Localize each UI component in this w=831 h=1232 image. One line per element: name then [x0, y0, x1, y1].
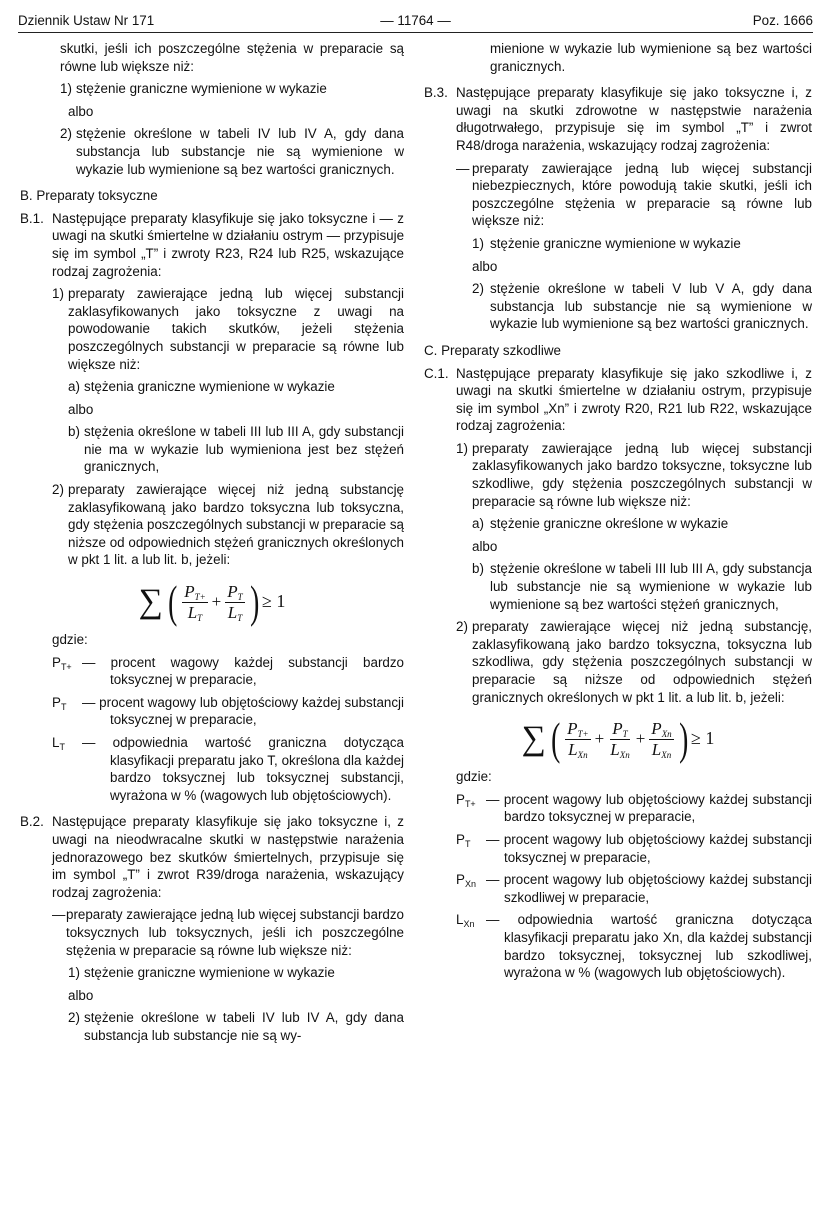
page-header — [18, 10, 813, 33]
paragraph: albo — [472, 538, 498, 554]
definition-symbol: $P_T$ — [456, 831, 471, 849]
list-item — [20, 378, 404, 396]
definition-text: — odpowiednia wartość graniczna dotycząca klasyfikacji preparatu jako Xn, dla każdej substancji bardzo toksycznej, toksycznej lub szkodliwej, wyrażona w % (wagowych lub objętościowych). — [486, 912, 812, 981]
left-paren: ( — [167, 576, 178, 628]
numerator: $P_T$ — [227, 581, 243, 602]
left-paren: ( — [550, 713, 561, 765]
item-label: 2) — [456, 619, 468, 635]
list-item — [424, 618, 812, 706]
item-label: C.1. — [424, 365, 449, 381]
definition-symbol: $P_T$ — [52, 694, 67, 712]
definition-symbol: $L_{Xn}$ — [456, 912, 475, 930]
inequality: ≥ 1 — [691, 728, 715, 749]
item-label: B.2. — [20, 814, 44, 830]
list-item — [424, 280, 812, 333]
list-item — [20, 906, 404, 959]
list-item — [424, 560, 812, 613]
list-item — [424, 84, 812, 154]
definition-symbol: $P_{T+}$ — [456, 791, 476, 809]
item-label: 2) — [52, 482, 64, 498]
numerator: $P_{T+}$ — [184, 581, 206, 602]
denominator: $L_T$ — [227, 602, 243, 623]
definition-item — [20, 734, 404, 804]
item-label: B.3. — [424, 85, 448, 101]
definition-text: — procent wagowy lub objętościowy każdej substancji bardzo toksycznej w preparacie, — [486, 791, 812, 825]
plus-sign: + — [594, 729, 605, 749]
item-label: 1) — [52, 286, 64, 302]
item-text: stężenie graniczne określone w wykazie — [490, 516, 729, 532]
item-text: stężenie określone w tabeli V lub V A, gdy dana substancja lub substancje nie są wymienione w wykazie lub wymienione są bez wartości granicznych. — [490, 281, 812, 332]
item-label: 1) — [456, 440, 468, 456]
item-label: 2) — [472, 281, 484, 297]
item-label: 1) — [68, 965, 80, 981]
fraction — [225, 582, 244, 623]
denominator: $L_T$ — [187, 602, 203, 623]
definition-symbol: $L_T$ — [52, 735, 65, 752]
fraction — [608, 719, 631, 760]
definition-item — [424, 791, 812, 826]
paragraph: gdzie: — [456, 769, 492, 785]
item-label: 1) — [472, 235, 484, 251]
item-text: Następujące preparaty klasyfikuje się jako szkodliwe i, z uwagi na skutki śmiertelne w działaniu ostrym, przypisuje się im symbol „Xn” i zwroty R20, R21 lub R22, wskazujące rodzaj zagrożenia: — [456, 365, 812, 434]
paragraph: gdzie: — [52, 632, 88, 648]
position-number: Poz. 1666 — [752, 13, 813, 28]
denominator: $L_{Xn}$ — [568, 739, 588, 760]
definition-text: — procent wagowy lub objętościowy każdej substancji szkodliwej w preparacie, — [486, 872, 812, 905]
item-text: stężenia graniczne wymienione w wykazie — [84, 379, 335, 395]
denominator: $L_{Xn}$ — [610, 739, 630, 760]
numerator: $P_T$ — [612, 718, 628, 739]
paragraph: albo — [68, 987, 94, 1003]
plus-sign: + — [211, 592, 222, 612]
definition-item — [20, 654, 404, 689]
sum-symbol: ∑ — [521, 720, 546, 758]
fraction — [649, 719, 673, 760]
page-number: — 11764 — — [380, 13, 451, 28]
definition-item — [20, 694, 404, 729]
journal-title: Dziennik Ustaw Nr 171 — [18, 13, 155, 28]
item-text: preparaty zawierające więcej niż jedną substancję, zaklasyfikowaną jako bardzo toksyczna, toksyczna lub szkodliwa, gdy stężenia poszczególnych substancji w preparacie są niższe od odpowiednich stężeń granicznych określonych w pkt 1 lit. a lub lit. b, jeżeli: — [472, 619, 812, 705]
item-label: a) — [472, 516, 484, 532]
list-item — [424, 160, 812, 230]
item-text: preparaty zawierające jedną lub więcej substancji niebezpiecznych, które powodują takie skutki, jeśli ich poszczególne stężenia w preparacie są równe lub większe niż: — [472, 160, 812, 229]
item-text: Następujące preparaty klasyfikuje się jako toksyczne i — z uwagi na skutki śmiertelne w działaniu ostrym — przypisuje się im symbol „T” i zwroty R23, R24 lub R25, wskazujące rodzaj zagrożenia: — [52, 210, 405, 279]
formula — [20, 576, 404, 628]
list-item — [20, 964, 404, 982]
item-text: Następujące preparaty klasyfikuje się jako toksyczne i, z uwagi na skutki zdrowotne w następstwie narażenia długotrwałego, przypisuje się im symbol „T” i zwrot R48/droga narażenia, wskazujący rodzaj zagrożenia: — [456, 85, 812, 153]
inequality: ≥ 1 — [262, 591, 286, 612]
paragraph: albo — [68, 103, 94, 119]
item-text: stężenie graniczne wymienione w wykazie — [490, 235, 741, 251]
formula — [424, 713, 812, 765]
list-item — [20, 285, 404, 373]
paragraph: skutki, jeśli ich poszczególne stężenia w preparacie są równe lub większe niż: — [60, 41, 404, 74]
list-item — [20, 80, 404, 98]
definition-text: — odpowiednia wartość graniczna dotycząca klasyfikacji preparatu jako T, określona dla każdej bardzo toksycznej lub toksycznej substancji, wyrażona w % (wagowych lub objętościowych). — [82, 735, 404, 803]
definition-text: — procent wagowy lub objętościowy każdej substancji toksycznej w preparacie, — [82, 694, 404, 728]
paragraph: albo — [472, 258, 498, 274]
item-label: — — [456, 160, 470, 176]
definition-text: — procent wagowy lub objętościowy każdej substancji toksycznej w preparacie, — [486, 831, 812, 865]
list-item — [20, 125, 404, 178]
item-label: — — [52, 907, 66, 923]
right-paren: ) — [249, 576, 259, 628]
item-text: stężenie określone w tabeli IV lub IV A, gdy dana substancja lub substancje nie są wy- — [84, 1010, 404, 1043]
definition-text: — procent wagowy każdej substancji bardzo toksycznej w preparacie, — [82, 654, 404, 688]
item-text: preparaty zawierające więcej niż jedną substancję zaklasyfikowaną jako bardzo toksyczna lub toksyczna, gdy stężenia poszczególnych substancji w preparacie są niższe od odpowiednich stężeń granicznych określonych w pkt 1 lit. a lub lit. b, jeżeli: — [68, 482, 404, 568]
fraction — [565, 719, 590, 760]
denominator: $L_{Xn}$ — [651, 739, 672, 760]
item-text: preparaty zawierające jedną lub więcej substancji bardzo toksycznych lub toksycznych, jeśli ich poszczególne stężenia w preparacie są równe lub większe niż: — [66, 907, 404, 958]
item-text: stężenia określone w tabeli III lub III A, gdy substancji nie ma w wykazie lub wymieniona jest bez stężeń granicznych, — [84, 424, 404, 475]
item-label: 2) — [60, 126, 72, 142]
list-item — [424, 515, 812, 533]
plus-sign: + — [635, 729, 646, 749]
list-item — [424, 235, 812, 253]
item-label: b) — [472, 561, 484, 577]
fraction — [182, 582, 207, 623]
definition-item — [424, 831, 812, 866]
item-label: b) — [68, 424, 80, 440]
list-item — [20, 813, 404, 901]
item-label: 1) — [60, 81, 72, 97]
item-text: stężenie graniczne wymienione w wykazie — [76, 81, 327, 97]
paragraph: albo — [68, 401, 94, 417]
paragraph: C. Preparaty szkodliwe — [424, 342, 561, 358]
definition-symbol: $P_{T+}$ — [52, 654, 72, 672]
item-text: Następujące preparaty klasyfikuje się jako toksyczne i, z uwagi na nieodwracalne skutki w następstwie narażenia jednorazowego bez skutków śmiertelnych, przypisuje się im symbol „T” i zwrot R39/droga narażenia, wskazujący rodzaj zagrożenia: — [52, 814, 404, 900]
item-text: preparaty zawierające jedną lub więcej substancji zaklasyfikowanych jako toksyczne z uwagi na powodowanie takich skutków, jeżeli stężenia poszczególnych substancji w preparacie są równe lub większe niż: — [68, 286, 404, 372]
list-item — [20, 1009, 404, 1044]
item-text: stężenie graniczne wymienione w wykazie — [84, 965, 335, 981]
right-paren: ) — [678, 713, 688, 765]
list-item — [20, 481, 404, 569]
item-label: a) — [68, 379, 80, 395]
list-item — [424, 440, 812, 510]
numerator: $P_{T+}$ — [567, 718, 589, 739]
item-label: 2) — [68, 1010, 80, 1026]
definition-item — [424, 871, 812, 906]
paragraph: mienione w wykazie lub wymienione są bez wartości granicznych. — [490, 41, 812, 74]
right-column — [424, 40, 812, 982]
left-column — [20, 40, 404, 1045]
list-item — [424, 365, 812, 435]
item-label: B.1. — [20, 210, 44, 226]
item-text: stężenie określone w tabeli IV lub IV A, gdy dana substancja lub substancje nie są wymienione w wykazie lub wymienione są bez wartości granicznych. — [76, 126, 404, 177]
item-text: preparaty zawierające jedną lub więcej substancji zaklasyfikowanych jako bardzo toksyczne, toksyczne lub szkodliwe, gdy stężenia poszczególnych substancji w preparacie są równe lub większe niż: — [472, 440, 812, 509]
item-text: stężenie określone w tabeli III lub III A, gdy substancja lub substancje nie są wymienione w wykazie lub wymienione są bez wartości stężeń granicznych, — [490, 561, 812, 612]
numerator: $P_{Xn}$ — [651, 718, 672, 739]
paragraph: B. Preparaty toksyczne — [20, 188, 158, 204]
definition-symbol: $P_{Xn}$ — [456, 872, 476, 890]
list-item — [20, 210, 404, 280]
list-item — [20, 423, 404, 476]
definition-item — [424, 911, 812, 981]
sum-symbol: ∑ — [138, 583, 163, 621]
